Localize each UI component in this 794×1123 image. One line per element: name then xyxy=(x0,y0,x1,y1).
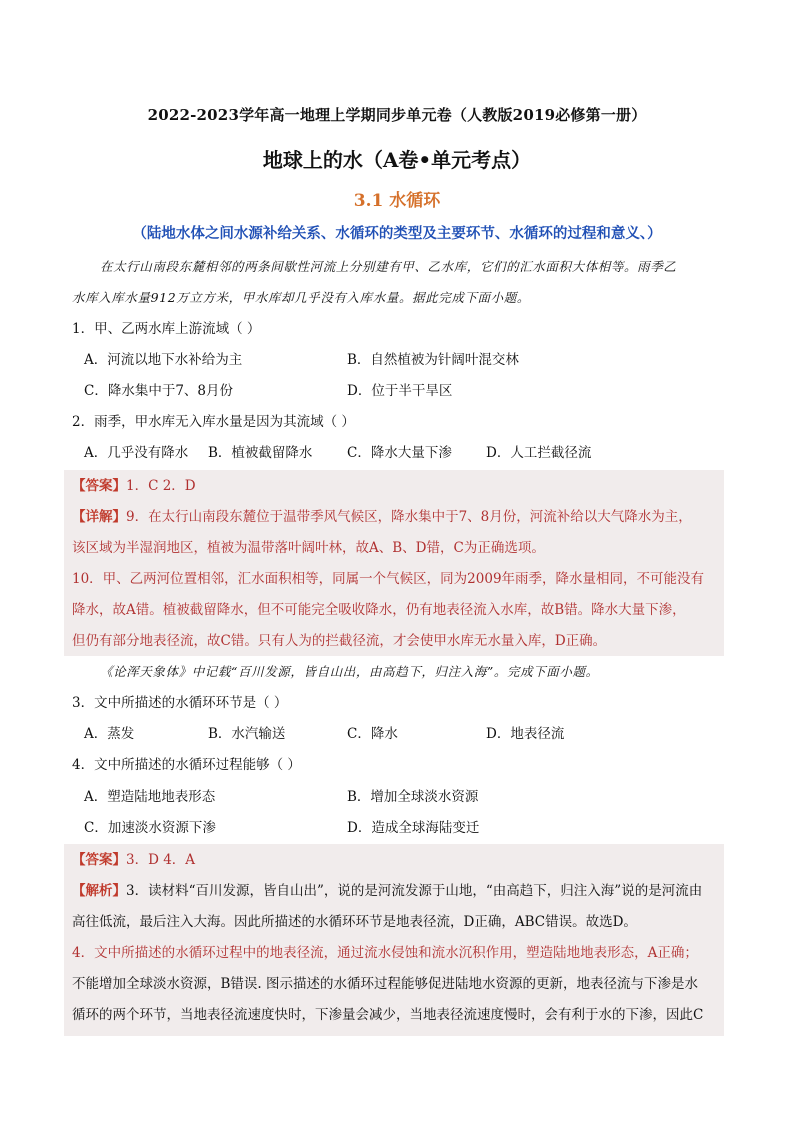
question-2-stem: 2．雨季，甲水库无入库水量是因为其流域（ ） xyxy=(72,414,355,430)
detail-1-line-3: 10．甲、乙两河位置相邻，汇水面积相等，同属一个气候区，同为2009年雨季，降水量相同，不可能没有 xyxy=(72,571,705,587)
answer-1-tag: 【答案】 xyxy=(72,478,126,494)
q1-option-c: C．降水集中于7、8月份 xyxy=(84,383,234,399)
q1-option-d: D．位于半干旱区 xyxy=(347,383,453,399)
answer-2-text: 3．D 4．A xyxy=(126,852,196,868)
q4-option-b: B．增加全球淡水资源 xyxy=(347,789,479,805)
q2-option-c: C．降水大量下渗 xyxy=(347,445,452,461)
detail-1-line-4: 降水，故A错。植被截留降水，但不可能完全吸收降水，仍有地表径流入水库，故B错。降水大量下渗， xyxy=(72,602,686,618)
material-2-line-1: 《论浑天象体》中记载“百川发源，皆自山出，由高趋下，归注入海”。完成下面小题。 xyxy=(100,664,599,679)
q2-option-d: D．人工拦截径流 xyxy=(486,445,592,461)
series-title: 2022-2023学年高一地理上学期同步单元卷（人教版2019必修第一册） xyxy=(147,106,647,124)
q4-option-a: A．塑造陆地地表形态 xyxy=(84,789,216,805)
question-3-stem: 3．文中所描述的水循环环节是（ ） xyxy=(72,695,288,711)
detail-2-text-1: 3．读材料“百川发源，皆自山出”，说的是河流发源于山地，“由高趋下，归注入海”说的是河流由 xyxy=(126,883,703,899)
detail-2-line-2: 高往低流，最后注入大海。因此所描述的水循环环节是地表径流，D正确，ABC错误。故选D。 xyxy=(72,914,637,930)
section-title: 3.1 水循环 xyxy=(353,191,441,211)
detail-2-tag: 【解析】 xyxy=(72,883,126,899)
q1-option-b: B．自然植被为针阔叶混交林 xyxy=(347,352,519,368)
unit-title: 地球上的水（A卷•单元考点） xyxy=(262,148,532,172)
detail-2-line-3: 4．文中所描述的水循环过程中的地表径流，通过流水侵蚀和流水沉积作用，塑造陆地地表形态，A正确； xyxy=(72,945,698,961)
answer-2-tag: 【答案】 xyxy=(72,852,126,868)
q3-option-b: B．水汽输送 xyxy=(208,726,286,742)
material-1-line-1: 在太行山南段东麓相邻的两条间歇性河流上分别建有甲、乙水库，它们的汇水面积大体相等。雨季乙 xyxy=(100,259,677,274)
answer-block-1 xyxy=(64,470,724,656)
q4-option-d: D．造成全球海陆变迁 xyxy=(347,820,480,836)
q2-option-b: B．植被截留降水 xyxy=(208,445,313,461)
q2-option-a: A．几乎没有降水 xyxy=(84,445,189,461)
q3-option-c: C．降水 xyxy=(347,726,398,742)
question-4-stem: 4．文中所描述的水循环过程能够（ ） xyxy=(72,757,301,773)
detail-1-text-1: 9．在太行山南段东麓位于温带季风气候区，降水集中于7、8月份，河流补给以大气降水为主， xyxy=(126,509,692,525)
detail-1-tag: 【详解】 xyxy=(72,509,126,525)
detail-2-line-4: 不能增加全球淡水资源，B错误. 图示描述的水循环过程能够促进陆地水资源的更新，地表径流与下渗是水 xyxy=(72,976,699,992)
answer-2 xyxy=(72,851,195,869)
detail-2-line-5: 循环的两个环节，当地表径流速度快时，下渗量会减少，当地表径流速度慢时，会有利于水的下渗，因此C xyxy=(72,1007,704,1023)
q4-option-c: C．加速淡水资源下渗 xyxy=(84,820,216,836)
q3-option-d: D．地表径流 xyxy=(486,726,565,742)
detail-1-line-5: 但仍有部分地表径流，故C错。只有人为的拦截径流，才会使甲水库无水量入库，D正确。 xyxy=(72,633,607,649)
q3-option-a: A．蒸发 xyxy=(84,726,135,742)
answer-1-text: 1．C 2．D xyxy=(126,478,196,494)
q1-option-a: A．河流以地下水补给为主 xyxy=(84,352,243,368)
topic-scope: （陆地水体之间水源补给关系、水循环的类型及主要环节、水循环的过程和意义、） xyxy=(132,225,662,242)
material-1-line-2: 水库入库水量912万立方米，甲水库却几乎没有入库水量。据此完成下面小题。 xyxy=(72,290,530,305)
detail-1-line-2: 该区域为半湿润地区，植被为温带落叶阔叶林，故A、B、D错，C为正确选项。 xyxy=(72,540,545,556)
detail-2-line-1 xyxy=(72,882,702,900)
detail-1-line-1 xyxy=(72,508,692,526)
question-1-stem: 1．甲、乙两水库上游流域（ ） xyxy=(72,321,261,337)
answer-1 xyxy=(72,477,196,495)
